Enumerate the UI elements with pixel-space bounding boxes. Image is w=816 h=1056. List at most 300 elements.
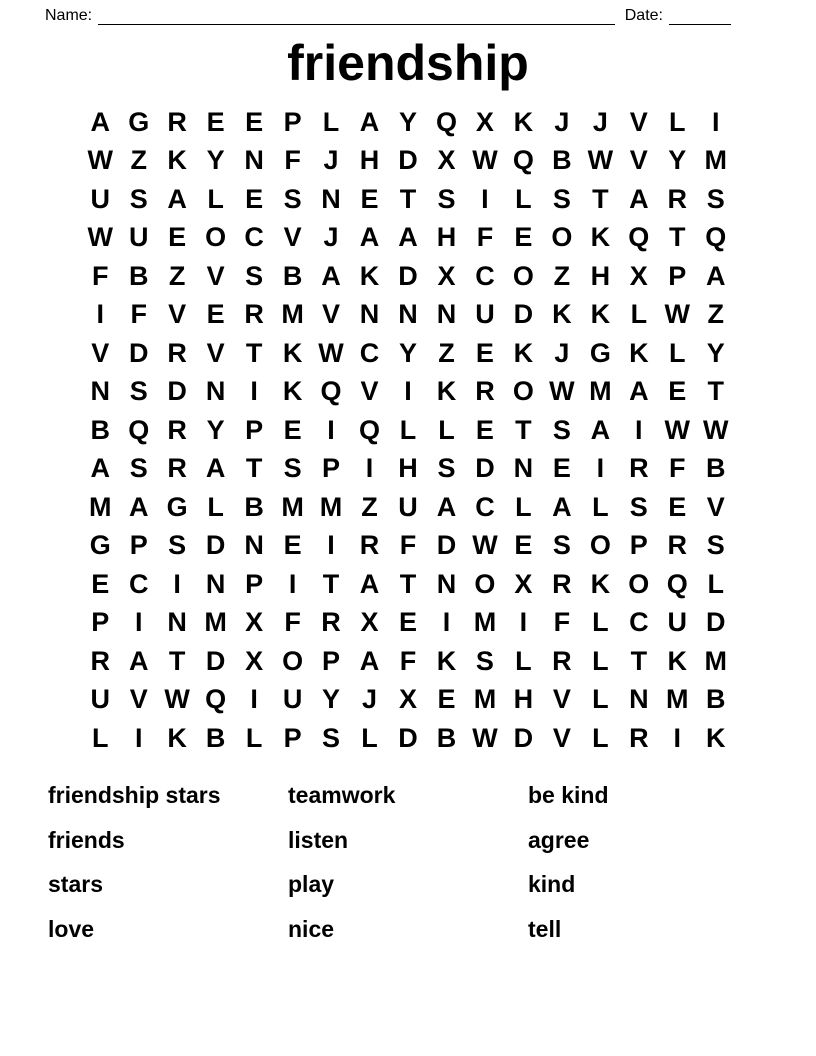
grid-letter: S bbox=[552, 183, 571, 214]
grid-letter: A bbox=[590, 414, 611, 445]
word-list-column-1 bbox=[48, 774, 288, 952]
grid-letter: M bbox=[473, 607, 497, 638]
grid-letter: R bbox=[629, 722, 649, 753]
grid-letter: I bbox=[96, 299, 104, 330]
grid-letter: A bbox=[359, 568, 380, 599]
grid-letter: T bbox=[707, 376, 724, 407]
grid-letter: I bbox=[327, 530, 335, 561]
grid-letter: X bbox=[475, 106, 494, 137]
grid-letter: P bbox=[322, 645, 341, 676]
word-item: nice bbox=[288, 915, 335, 942]
grid-letter: G bbox=[89, 530, 111, 561]
grid-letter: T bbox=[399, 568, 417, 599]
grid-letter: G bbox=[128, 106, 150, 137]
grid-letter: D bbox=[398, 145, 418, 176]
grid-letter: H bbox=[513, 684, 534, 715]
name-label: Name: bbox=[45, 7, 93, 24]
grid-letter: L bbox=[438, 414, 455, 445]
word-item: love bbox=[48, 915, 95, 942]
grid-letter: M bbox=[704, 645, 727, 676]
grid-letter: A bbox=[167, 183, 187, 214]
grid-letter: B bbox=[706, 453, 726, 484]
grid-letter: Z bbox=[553, 260, 571, 291]
grid-letter: Z bbox=[707, 299, 724, 330]
grid-letter: V bbox=[168, 299, 187, 330]
grid-letter: E bbox=[668, 491, 687, 522]
grid-letter: N bbox=[205, 568, 226, 599]
grid-letter: O bbox=[512, 260, 534, 291]
grid-letter: P bbox=[245, 414, 264, 445]
grid-letter: D bbox=[513, 722, 534, 753]
grid-letter: S bbox=[437, 453, 456, 484]
grid-letter: R bbox=[244, 299, 264, 330]
grid-letter: K bbox=[167, 722, 187, 753]
grid-letter: R bbox=[552, 568, 572, 599]
grid-letter: A bbox=[706, 260, 726, 291]
grid-letter: Q bbox=[705, 222, 727, 253]
grid-letter: F bbox=[553, 607, 571, 638]
grid-letter: X bbox=[360, 607, 379, 638]
grid-letter: S bbox=[245, 260, 264, 291]
grid-letter: O bbox=[551, 222, 573, 253]
grid-letter: P bbox=[91, 607, 110, 638]
grid-letter: R bbox=[167, 453, 187, 484]
grid-letter: F bbox=[284, 145, 301, 176]
grid-letter: A bbox=[359, 106, 380, 137]
grid-letter: K bbox=[706, 722, 726, 753]
grid-letter: Q bbox=[435, 106, 457, 137]
grid-letter: S bbox=[437, 183, 456, 214]
grid-letter: R bbox=[359, 530, 380, 561]
grid-letter: L bbox=[592, 722, 609, 753]
grid-letter: W bbox=[664, 414, 691, 445]
grid-letter: H bbox=[359, 145, 380, 176]
word-list-column-3 bbox=[528, 774, 768, 952]
grid-letter: K bbox=[436, 376, 457, 407]
grid-letter: R bbox=[667, 530, 688, 561]
grid-letter: E bbox=[168, 222, 187, 253]
grid-letter: B bbox=[205, 722, 226, 753]
grid-letter: T bbox=[245, 337, 263, 368]
word-item: kind bbox=[528, 871, 576, 898]
grid-letter: K bbox=[167, 145, 187, 176]
grid-letter: D bbox=[167, 376, 187, 407]
grid-letter: L bbox=[399, 414, 417, 445]
grid-letter: R bbox=[552, 645, 572, 676]
grid-letter: C bbox=[629, 607, 649, 638]
grid-letter: E bbox=[206, 106, 225, 137]
grid-letter: M bbox=[589, 376, 612, 407]
word-item: be kind bbox=[528, 782, 609, 809]
grid-letter: O bbox=[474, 568, 496, 599]
grid-letter: H bbox=[436, 222, 457, 253]
grid-letter: M bbox=[704, 145, 727, 176]
puzzle-title: friendship bbox=[287, 35, 529, 91]
grid-letter: A bbox=[90, 453, 110, 484]
grid-letter: Y bbox=[398, 337, 417, 368]
grid-letter: V bbox=[629, 145, 648, 176]
word-item: tell bbox=[528, 915, 562, 942]
grid-letter: A bbox=[359, 645, 380, 676]
grid-letter: U bbox=[475, 299, 495, 330]
grid-letter: L bbox=[245, 722, 263, 753]
grid-letter: W bbox=[472, 145, 498, 176]
grid-letter: L bbox=[515, 183, 532, 214]
grid-letter: E bbox=[514, 222, 533, 253]
grid-letter: T bbox=[168, 645, 186, 676]
grid-letter: Q bbox=[512, 145, 534, 176]
grid-letter: G bbox=[166, 491, 188, 522]
grid-letter: C bbox=[359, 337, 380, 368]
grid-letter: I bbox=[365, 453, 374, 484]
grid-letter: N bbox=[513, 453, 534, 484]
grid-letter: S bbox=[129, 453, 148, 484]
grid-letter: A bbox=[128, 645, 149, 676]
grid-letter: V bbox=[129, 684, 148, 715]
grid-letter: J bbox=[554, 337, 570, 368]
grid-letter: V bbox=[206, 260, 225, 291]
grid-letter: I bbox=[327, 414, 335, 445]
grid-letter: R bbox=[167, 414, 187, 445]
grid-letter: A bbox=[321, 260, 341, 291]
grid-letter: N bbox=[167, 607, 187, 638]
grid-letter: N bbox=[244, 145, 264, 176]
grid-letter: B bbox=[706, 684, 726, 715]
grid-letter: E bbox=[245, 106, 264, 137]
grid-letter: W bbox=[87, 222, 113, 253]
grid-letter: F bbox=[399, 645, 417, 676]
grid-letter: O bbox=[282, 645, 304, 676]
grid-letter: C bbox=[475, 491, 495, 522]
grid-letter: V bbox=[552, 684, 571, 715]
grid-letter: A bbox=[552, 491, 572, 522]
grid-letter: D bbox=[706, 607, 726, 638]
grid-letter: A bbox=[436, 491, 457, 522]
grid-letter: F bbox=[669, 453, 686, 484]
grid-letter: S bbox=[552, 530, 571, 561]
grid-letter: E bbox=[668, 376, 687, 407]
word-item: friendship stars bbox=[48, 782, 221, 809]
grid-letter: Z bbox=[130, 145, 147, 176]
grid-letter: I bbox=[250, 376, 258, 407]
grid-letter: H bbox=[398, 453, 418, 484]
grid-letter: A bbox=[629, 376, 649, 407]
grid-letter: N bbox=[205, 376, 226, 407]
grid-letter: I bbox=[404, 376, 412, 407]
grid-letter: S bbox=[706, 183, 725, 214]
grid-letter: B bbox=[436, 722, 457, 753]
grid-letter: I bbox=[596, 453, 605, 484]
grid-letter: L bbox=[592, 607, 609, 638]
grid-letter: S bbox=[283, 183, 302, 214]
grid-letter: V bbox=[283, 222, 302, 253]
grid-letter: A bbox=[629, 183, 649, 214]
grid-letter: E bbox=[475, 414, 494, 445]
grid-letter: K bbox=[282, 337, 303, 368]
grid-letter: B bbox=[90, 414, 110, 445]
grid-letter: T bbox=[630, 645, 648, 676]
grid-letter: X bbox=[398, 684, 417, 715]
grid-letter: B bbox=[282, 260, 303, 291]
grid-letter: U bbox=[398, 491, 418, 522]
grid-letter: A bbox=[205, 453, 226, 484]
grid-letter: N bbox=[359, 299, 380, 330]
grid-letter: S bbox=[552, 414, 571, 445]
grid-letter: E bbox=[283, 414, 302, 445]
grid-letter: L bbox=[515, 491, 532, 522]
grid-letter: I bbox=[481, 183, 489, 214]
grid-letter: E bbox=[475, 337, 494, 368]
name-blank-line bbox=[98, 9, 615, 25]
word-item: listen bbox=[288, 826, 349, 853]
grid-letter: W bbox=[664, 299, 691, 330]
grid-letter: P bbox=[322, 453, 341, 484]
grid-letter: I bbox=[173, 568, 181, 599]
grid-letter: A bbox=[398, 222, 418, 253]
grid-letter: D bbox=[398, 722, 418, 753]
grid-letter: D bbox=[128, 337, 149, 368]
grid-letter: W bbox=[549, 376, 575, 407]
grid-letter: J bbox=[362, 684, 378, 715]
grid-letter: U bbox=[667, 607, 688, 638]
grid-letter: C bbox=[244, 222, 264, 253]
grid-letter: R bbox=[321, 607, 341, 638]
grid-letter: Q bbox=[128, 414, 150, 445]
grid-letter: V bbox=[552, 722, 571, 753]
grid-letter: V bbox=[91, 337, 110, 368]
grid-letter: K bbox=[629, 337, 649, 368]
grid-letter: V bbox=[360, 376, 379, 407]
grid-letter: E bbox=[360, 183, 379, 214]
grid-letter: Y bbox=[322, 684, 341, 715]
grid-letter: I bbox=[519, 607, 528, 638]
grid-letter: M bbox=[88, 491, 112, 522]
grid-letter: C bbox=[128, 568, 149, 599]
grid-letter: A bbox=[90, 106, 110, 137]
grid-letter: R bbox=[90, 645, 110, 676]
grid-letter: V bbox=[206, 337, 225, 368]
grid-letter: Y bbox=[706, 337, 725, 368]
grid-letter: R bbox=[629, 453, 649, 484]
grid-letter: M bbox=[473, 684, 497, 715]
grid-letter: I bbox=[288, 568, 297, 599]
grid-letter: Q bbox=[666, 568, 688, 599]
grid-letter: Y bbox=[206, 145, 225, 176]
grid-letter: P bbox=[283, 106, 302, 137]
grid-letter: J bbox=[554, 106, 570, 137]
grid-letter: D bbox=[398, 260, 418, 291]
grid-letter: P bbox=[129, 530, 148, 561]
grid-letter: L bbox=[592, 684, 609, 715]
grid-letter: G bbox=[589, 337, 611, 368]
grid-letter: Y bbox=[668, 145, 687, 176]
grid-letter: L bbox=[592, 645, 609, 676]
grid-letter: N bbox=[629, 684, 649, 715]
grid-letter: S bbox=[129, 183, 148, 214]
grid-letter: Q bbox=[205, 684, 227, 715]
grid-letter: I bbox=[134, 607, 143, 638]
grid-letter: Z bbox=[168, 260, 186, 291]
grid-letter: E bbox=[245, 183, 264, 214]
word-item: agree bbox=[528, 826, 590, 853]
grid-letter: O bbox=[589, 530, 611, 561]
grid-letter: P bbox=[629, 530, 648, 561]
grid-letter: X bbox=[245, 607, 264, 638]
grid-letter: K bbox=[282, 376, 303, 407]
grid-letter: W bbox=[703, 414, 729, 445]
grid-letter: L bbox=[207, 491, 224, 522]
grid-letter: M bbox=[281, 299, 304, 330]
grid-letter: M bbox=[281, 491, 304, 522]
grid-letter: K bbox=[513, 337, 534, 368]
grid-letter: B bbox=[552, 145, 572, 176]
grid-letter: W bbox=[164, 684, 190, 715]
grid-letter: S bbox=[283, 453, 302, 484]
grid-letter: E bbox=[206, 299, 225, 330]
grid-letter: K bbox=[513, 106, 534, 137]
grid-letter: I bbox=[134, 722, 143, 753]
grid-letter: F bbox=[91, 260, 109, 291]
grid-letter: A bbox=[128, 491, 149, 522]
grid-letter: U bbox=[282, 684, 303, 715]
grid-letter: F bbox=[476, 222, 494, 253]
word-item: friends bbox=[48, 826, 125, 853]
grid-letter: L bbox=[707, 568, 724, 599]
grid-letter: E bbox=[514, 530, 533, 561]
grid-letter: E bbox=[437, 684, 456, 715]
grid-letter: L bbox=[361, 722, 378, 753]
grid-letter: P bbox=[668, 260, 687, 291]
grid-letter: L bbox=[592, 491, 609, 522]
grid-letter: I bbox=[635, 414, 643, 445]
grid-letter: T bbox=[669, 222, 686, 253]
grid-letter: L bbox=[630, 299, 648, 330]
grid-letter: S bbox=[129, 376, 148, 407]
grid-letter: S bbox=[475, 645, 494, 676]
grid-letter: T bbox=[592, 183, 609, 214]
grid-letter: N bbox=[321, 183, 341, 214]
grid-letter: U bbox=[128, 222, 149, 253]
grid-letter: T bbox=[515, 414, 532, 445]
word-search-grid bbox=[81, 103, 735, 758]
grid-letter: A bbox=[359, 222, 380, 253]
grid-letter: V bbox=[706, 491, 725, 522]
grid-letter: K bbox=[359, 260, 380, 291]
grid-letter: L bbox=[515, 645, 532, 676]
grid-letter: X bbox=[245, 645, 264, 676]
grid-letter: L bbox=[322, 106, 340, 137]
grid-letter: B bbox=[128, 260, 149, 291]
grid-letter: E bbox=[91, 568, 110, 599]
grid-letter: U bbox=[90, 183, 110, 214]
grid-letter: U bbox=[90, 684, 110, 715]
grid-letter: O bbox=[628, 568, 650, 599]
grid-letter: O bbox=[205, 222, 227, 253]
grid-letter: D bbox=[205, 645, 226, 676]
grid-letter: T bbox=[399, 183, 417, 214]
grid-letter: E bbox=[552, 453, 571, 484]
grid-letter: D bbox=[475, 453, 495, 484]
grid-letter: E bbox=[283, 530, 302, 561]
grid-letter: Y bbox=[398, 106, 417, 137]
grid-letter: P bbox=[245, 568, 264, 599]
grid-letter: P bbox=[283, 722, 302, 753]
grid-letter: O bbox=[512, 376, 534, 407]
grid-letter: E bbox=[398, 607, 417, 638]
grid-letter: R bbox=[167, 337, 187, 368]
word-item: teamwork bbox=[288, 782, 396, 809]
grid-letter: X bbox=[514, 568, 533, 599]
grid-letter: L bbox=[91, 722, 109, 753]
grid-letter: L bbox=[669, 337, 686, 368]
grid-letter: L bbox=[669, 106, 686, 137]
grid-letter: D bbox=[205, 530, 226, 561]
grid-letter: C bbox=[475, 260, 495, 291]
grid-letter: R bbox=[667, 183, 688, 214]
grid-letter: K bbox=[667, 645, 688, 676]
grid-letter: W bbox=[472, 530, 498, 561]
grid-letter: N bbox=[436, 299, 457, 330]
grid-letter: R bbox=[475, 376, 495, 407]
grid-letter: F bbox=[284, 607, 301, 638]
grid-letter: B bbox=[244, 491, 264, 522]
grid-letter: K bbox=[552, 299, 572, 330]
grid-letter: K bbox=[590, 299, 611, 330]
grid-letter: Q bbox=[628, 222, 650, 253]
grid-letter: L bbox=[207, 183, 224, 214]
grid-letter: J bbox=[323, 222, 339, 253]
grid-letter: T bbox=[245, 453, 263, 484]
grid-letter: R bbox=[167, 106, 187, 137]
grid-letter: M bbox=[666, 684, 689, 715]
grid-letter: I bbox=[673, 722, 682, 753]
grid-letter: T bbox=[322, 568, 340, 599]
grid-letter: V bbox=[322, 299, 341, 330]
grid-letter: S bbox=[706, 530, 725, 561]
grid-letter: Z bbox=[361, 491, 378, 522]
grid-letter: D bbox=[513, 299, 534, 330]
grid-letter: M bbox=[204, 607, 227, 638]
grid-letter: I bbox=[712, 106, 720, 137]
grid-letter: N bbox=[398, 299, 418, 330]
grid-letter: X bbox=[437, 260, 456, 291]
grid-letter: H bbox=[590, 260, 611, 291]
grid-letter: D bbox=[436, 530, 457, 561]
word-list-column-2 bbox=[288, 774, 528, 952]
grid-letter: K bbox=[436, 645, 457, 676]
grid-letter: S bbox=[168, 530, 187, 561]
grid-letter: N bbox=[244, 530, 264, 561]
grid-letter: Z bbox=[438, 337, 455, 368]
grid-letter: Y bbox=[206, 414, 225, 445]
grid-letter: S bbox=[629, 491, 648, 522]
grid-letter: W bbox=[472, 722, 498, 753]
word-item: play bbox=[288, 871, 335, 898]
grid-letter: K bbox=[590, 222, 611, 253]
grid-letter: V bbox=[629, 106, 648, 137]
grid-letter: W bbox=[587, 145, 614, 176]
word-list bbox=[48, 774, 816, 952]
grid-letter: Q bbox=[320, 376, 342, 407]
header bbox=[0, 0, 816, 26]
word-item: stars bbox=[48, 871, 103, 898]
grid-letter: X bbox=[629, 260, 648, 291]
grid-letter: F bbox=[130, 299, 147, 330]
grid-letter: M bbox=[319, 491, 343, 522]
grid-letter: I bbox=[442, 607, 451, 638]
grid-letter: J bbox=[323, 145, 339, 176]
grid-letter: W bbox=[87, 145, 113, 176]
